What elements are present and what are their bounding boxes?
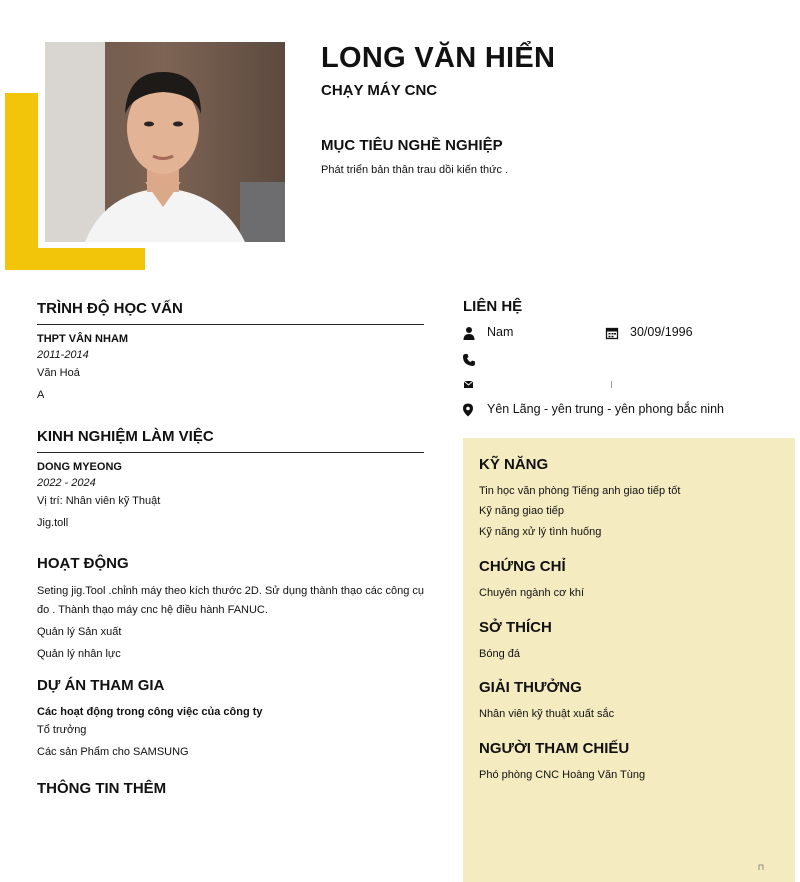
education-grade: A	[37, 389, 45, 401]
projects-heading: DỰ ÁN THAM GIA	[37, 677, 165, 694]
skill-item: Tin học văn phòng Tiếng anh giao tiếp tốt	[479, 485, 681, 497]
activities-item: Quản lý Sản xuất	[37, 626, 122, 638]
calendar-icon	[605, 326, 619, 340]
contact-gender: Nam	[487, 325, 514, 339]
skill-item: Kỹ năng xử lý tình huống	[479, 526, 602, 538]
activities-description: Seting jig.Tool .chỉnh máy theo kích thước 2D. Sử dụng thành thạo các công cụ đo . Thành thạo máy cnc hệ điều hành FANUC.	[37, 585, 424, 616]
objective-text: Phát triển bản thân trau dồi kiến thức .	[321, 164, 509, 176]
skill-item: Kỹ năng giao tiếp	[479, 505, 565, 517]
job-title: CHẠY MÁY CNC	[321, 82, 438, 99]
skills-heading: KỸ NĂNG	[479, 456, 549, 473]
contact-birthday: 30/09/1996	[630, 325, 693, 339]
experience-period: 2022 - 2024	[37, 477, 96, 489]
location-pin-icon	[461, 403, 475, 417]
page-mark-icon	[757, 863, 765, 871]
user-icon	[462, 326, 476, 340]
references-heading: NGƯỜI THAM CHIẾU	[479, 740, 630, 757]
education-school: THPT VÂN NHAM	[37, 333, 129, 345]
experience-heading: KINH NGHIỆM LÀM VIỆC	[37, 428, 214, 445]
experience-detail: Jig.toll	[37, 517, 69, 529]
experience-company: DONG MYEONG	[37, 461, 122, 473]
accent-bar-horizontal	[5, 248, 145, 270]
email-icon	[462, 378, 476, 392]
awards-heading: GIẢI THƯỞNG	[479, 679, 582, 696]
education-major: Văn Hoá	[37, 367, 80, 379]
profile-photo-illustration	[45, 42, 285, 242]
activities-heading: HOẠT ĐỘNG	[37, 555, 129, 572]
extra-info-section	[37, 780, 424, 797]
contact-heading: LIÊN HỆ	[463, 298, 523, 315]
accent-bar-vertical	[5, 93, 38, 270]
experience-position: Vị trí: Nhân viên kỹ Thuật	[37, 495, 161, 507]
extra-info-heading: THÔNG TIN THÊM	[37, 780, 167, 797]
phone-icon	[462, 353, 476, 367]
profile-photo	[45, 42, 285, 242]
education-heading: TRÌNH ĐỘ HỌC VẤN	[37, 300, 183, 317]
hobbies-heading: SỞ THÍCH	[479, 619, 552, 636]
project-name: Các hoạt động trong công việc của công ty	[37, 706, 263, 718]
experience-section	[37, 428, 424, 537]
activities-section	[37, 555, 424, 668]
candidate-name: LONG VĂN HIỂN	[321, 42, 556, 74]
award-item: Nhân viên kỹ thuật xuất sắc	[479, 708, 615, 720]
objective-heading: MỤC TIÊU NGHỀ NGHIỆP	[321, 137, 503, 154]
projects-section	[37, 677, 424, 766]
reference-item: Phó phòng CNC Hoàng Văn Tùng	[479, 769, 646, 781]
education-period: 2011-2014	[37, 349, 89, 361]
certificates-heading: CHỨNG CHỈ	[479, 558, 566, 575]
activities-item: Quản lý nhân lực	[37, 648, 121, 660]
hobby-item: Bóng đá	[479, 648, 520, 660]
contact-address: Yên Lãng - yên trung - yên phong bắc ninh	[487, 402, 724, 416]
education-section	[37, 300, 424, 409]
project-detail: Các sản Phẩm cho SAMSUNG	[37, 746, 189, 758]
project-role: Tổ trưởng	[37, 724, 87, 736]
certificate-item: Chuyên ngành cơ khí	[479, 587, 585, 599]
email-underline-divider	[611, 381, 612, 388]
